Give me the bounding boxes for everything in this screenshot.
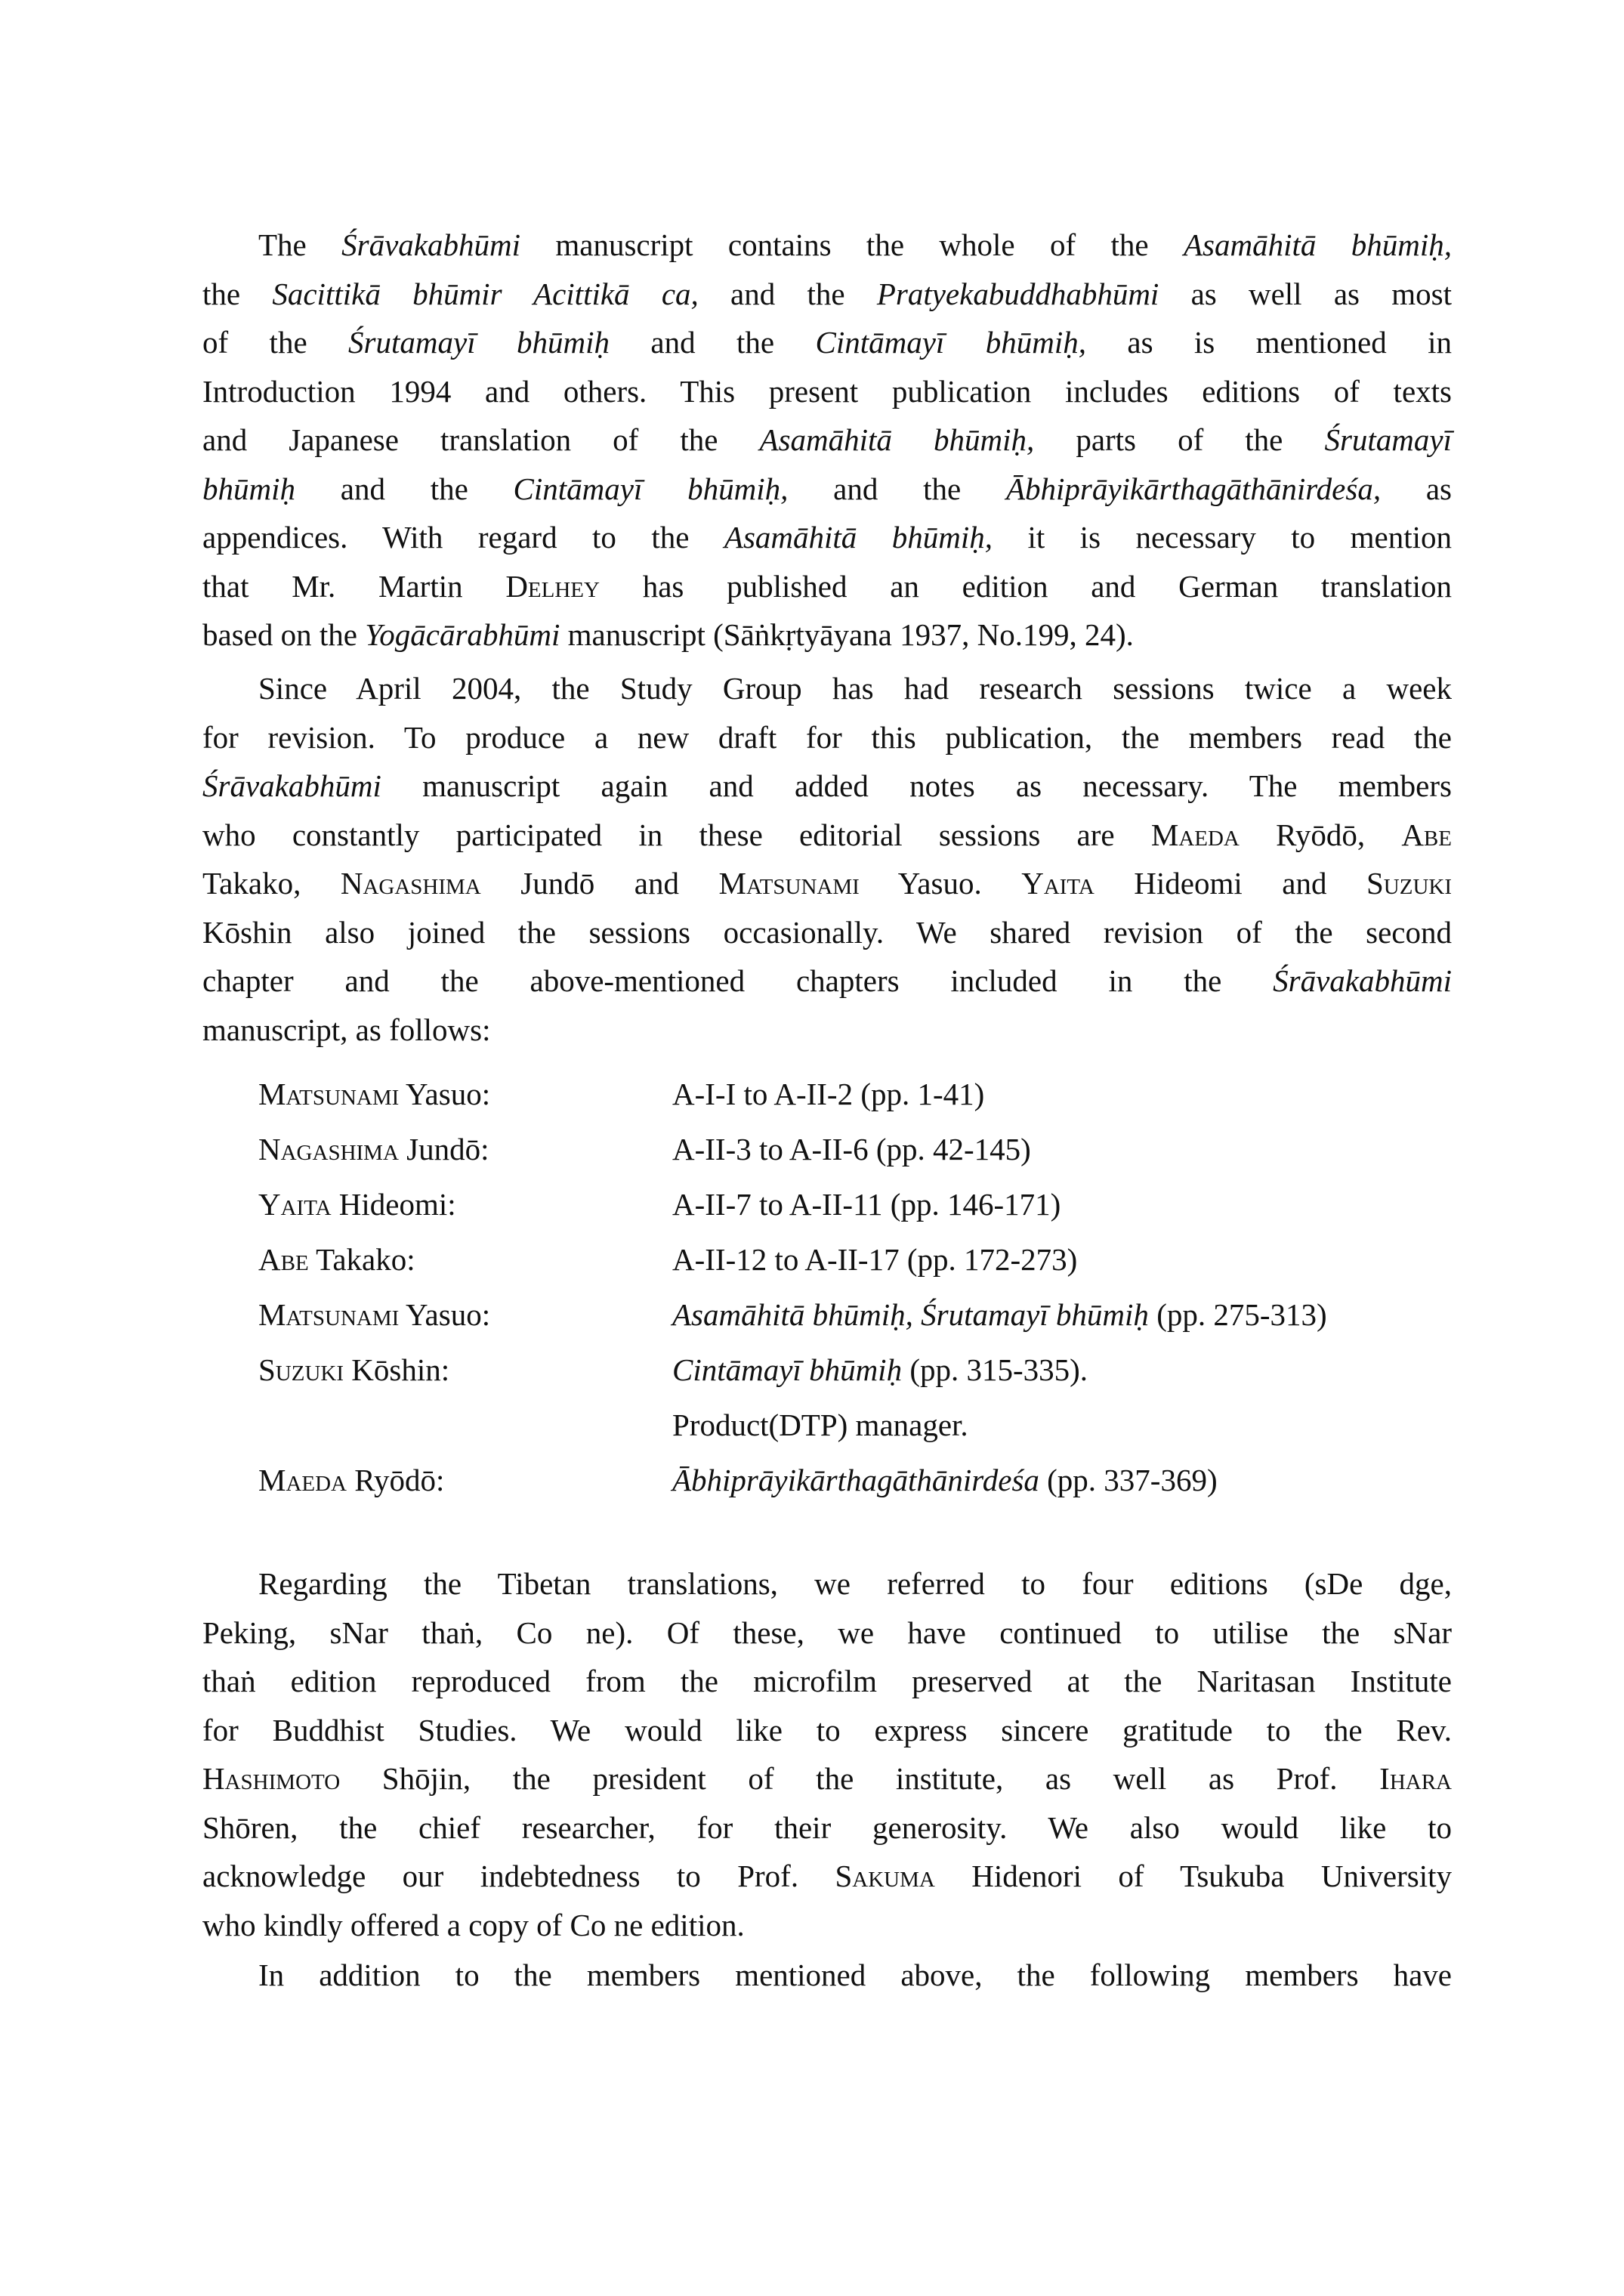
small-caps-name: Hashimoto [202,1761,341,1796]
text-line [202,1901,1452,1950]
text-segment: as well as most [1159,276,1452,311]
text-segment: Yasuo. [859,866,1022,901]
small-caps-name: Sakuma [835,1859,935,1893]
text-segment: who constantly participated in these editorial sessions are [202,817,1151,852]
text-segment: Hideomi and [1094,866,1366,901]
text-line [202,1706,1452,1755]
text-segment: and the [788,471,1006,506]
text-segment: Introduction 1994 and others. This present publication includes editions of texts [202,373,1452,409]
member-name [258,1235,415,1284]
italic-text: Asamāhitā bhūmiḥ, [724,520,993,555]
italic-text: bhūmiḥ [202,471,295,506]
text-line [202,513,1452,562]
text-line [202,1951,1452,2000]
paragraph-manuscript-contents [202,221,1452,660]
text-line [202,713,1452,762]
text-line [202,1657,1452,1706]
text-segment: The [258,227,342,262]
text-segment: Peking, sNar thaṅ, Co ne). Of these, we have continued to utilise the sNar [202,1615,1452,1650]
text-line [202,664,1452,713]
text-segment: as is mentioned in [1085,325,1453,360]
text-line [202,221,1452,270]
italic-text: Cintāmayī bhūmiḥ, [815,325,1086,360]
text-line [202,1803,1452,1853]
text-segment: A-II-3 to A-II-6 (pp. 42-145) [672,1132,1031,1167]
assigned-section [672,1290,1327,1339]
text-segment: the [202,276,273,311]
text-segment: A-II-12 to A-II-17 (pp. 172-273) [672,1242,1078,1277]
italic-text: Sacittikā bhūmir Acittikā ca, [272,276,699,311]
text-line [202,270,1452,319]
text-segment: (pp. 337-369) [1039,1463,1218,1497]
text-segment: Jundō and [480,866,719,901]
text-segment: and the [610,325,816,360]
text-segment: Product(DTP) manager. [672,1408,968,1442]
member-name [258,1070,490,1118]
text-segment: In addition to the members mentioned above, the following members have [258,1958,1452,1992]
member-name [258,1125,489,1173]
text-segment: A-I-I to A-II-2 (pp. 1-41) [672,1077,985,1111]
text-line [202,811,1452,860]
italic-text: Pratyekabuddhabhūmi [876,276,1159,311]
small-caps-name: Matsunami [718,866,860,901]
small-caps-name: Maeda [258,1463,347,1497]
small-caps-name: Maeda [1150,817,1240,852]
small-caps-name: Delhey [505,568,600,604]
text-line [202,1608,1452,1658]
text-segment: Ryōdō: [347,1463,445,1497]
assigned-section [672,1180,1061,1228]
italic-text: Asamāhitā bhūmiḥ, Śrutamayī bhūmiḥ [672,1297,1149,1332]
text-segment: Takako, [202,866,341,901]
text-segment: and the [698,276,877,311]
text-segment: chapter and the above-mentioned chapters included in the [202,963,1274,998]
text-line [202,562,1452,611]
text-segment: manuscript again and added notes as necessary. The members [381,768,1452,803]
paragraph-study-group [202,664,1452,1054]
text-segment: appendices. With regard to the [202,520,724,555]
text-segment: Kōshin also joined the sessions occasionally. We shared revision of the second [202,914,1452,950]
paragraph-tibetan-translations [202,1559,1452,1949]
small-caps-name: Yaita [258,1187,332,1222]
text-segment: based on the [202,617,366,652]
text-segment: that Mr. Martin [202,568,506,604]
small-caps-name: Suzuki [258,1352,344,1387]
text-segment: (pp. 315-335). [902,1352,1088,1387]
text-segment: Kōshin: [344,1352,450,1387]
text-segment: Regarding the Tibetan translations, we referred to four editions (sDe dge, [258,1566,1452,1601]
text-segment: manuscript contains the whole of the [520,227,1184,262]
text-segment: has published an edition and German translation [599,568,1452,604]
italic-text: Asamāhitā bhūmiḥ, [759,422,1035,457]
text-line [202,367,1452,416]
text-line [202,859,1452,908]
text-segment: Hideomi: [331,1187,456,1222]
text-segment: Takako: [308,1242,415,1277]
small-caps-name: Matsunami [258,1297,400,1332]
text-segment: for revision. To produce a new draft for this publication, the members read the [202,719,1452,755]
small-caps-name: Matsunami [258,1077,400,1111]
member-name [258,1346,449,1394]
assigned-section [672,1346,1088,1394]
italic-text: Śrāvakabhūmi [202,768,381,803]
text-segment: manuscript, as follows: [202,1012,491,1047]
text-segment: for Buddhist Studies. We would like to express sincere gratitude to the Rev. [202,1712,1452,1747]
text-segment: who kindly offered a copy of Co ne edition. [202,1907,745,1942]
italic-text: Yogācārabhūmi [365,617,560,652]
text-line [202,1006,1452,1055]
text-segment: thaṅ edition reproduced from the microfilm preserved at the Naritasan Institute [202,1664,1452,1698]
member-name [258,1456,444,1504]
small-caps-name: Nagashima [340,866,481,901]
small-caps-name: Ihara [1379,1761,1452,1796]
text-segment: of the [202,325,349,360]
member-name [258,1180,456,1228]
text-segment: Hidenori of Tsukuba University [934,1859,1452,1893]
text-segment: A-II-7 to A-II-11 (pp. 146-171) [672,1187,1061,1222]
member-name [258,1290,490,1339]
text-line [202,956,1452,1006]
text-line [202,1559,1452,1608]
small-caps-name: Abe [1401,817,1452,852]
text-line [202,908,1452,957]
text-segment: (pp. 275-313) [1148,1297,1327,1332]
text-segment: Jundō: [398,1132,489,1167]
italic-text: Ābhiprāyikārthagāthānirdeśa, [1005,471,1382,506]
italic-text: Cintāmayī bhūmiḥ [672,1352,903,1387]
text-segment: Shōjin, the president of the institute, as well as Prof. [340,1761,1380,1796]
text-segment: manuscript (Sāṅkṛtyāyana 1937, No.199, 24). [560,617,1134,652]
assigned-section [672,1235,1077,1284]
text-segment: acknowledge our indebtedness to Prof. [202,1859,835,1893]
text-segment: it is necessary to mention [993,520,1452,555]
small-caps-name: Abe [258,1242,309,1277]
italic-text: Ābhiprāyikārthagāthānirdeśa [672,1463,1039,1497]
italic-text: Śrāvakabhūmi [341,227,520,262]
italic-text: Śrutamayī [1324,422,1452,457]
text-line [202,416,1452,465]
small-caps-name: Yaita [1021,866,1095,901]
text-line [202,610,1452,660]
text-line [202,762,1452,811]
italic-text: Śrutamayī bhūmiḥ [348,325,610,360]
assigned-section [672,1401,968,1449]
italic-text: Asamāhitā bhūmiḥ, [1183,227,1452,262]
text-segment: Yasuo: [399,1077,491,1111]
small-caps-name: Nagashima [258,1132,399,1167]
text-segment: Since April 2004, the Study Group has had research sessions twice a week [258,671,1452,706]
text-segment: parts of the [1034,422,1325,457]
assigned-section [672,1070,984,1118]
italic-text: Śrāvakabhūmi [1273,963,1452,998]
paragraph-additional-members [202,1951,1452,2000]
text-line [202,1852,1452,1901]
text-segment: and the [295,471,514,506]
text-line [202,465,1452,514]
text-segment: Shōren, the chief researcher, for their generosity. We also would like to [202,1809,1452,1845]
italic-text: Cintāmayī bhūmiḥ, [513,471,789,506]
text-line [202,318,1452,367]
assigned-section [672,1456,1218,1504]
small-caps-name: Suzuki [1366,866,1453,901]
text-segment: and Japanese translation of the [202,422,760,457]
text-segment: as [1381,471,1452,506]
text-segment: Yasuo: [399,1297,491,1332]
text-segment: Ryōdō, [1239,817,1402,852]
assigned-section [672,1125,1031,1173]
text-line [202,1754,1452,1803]
